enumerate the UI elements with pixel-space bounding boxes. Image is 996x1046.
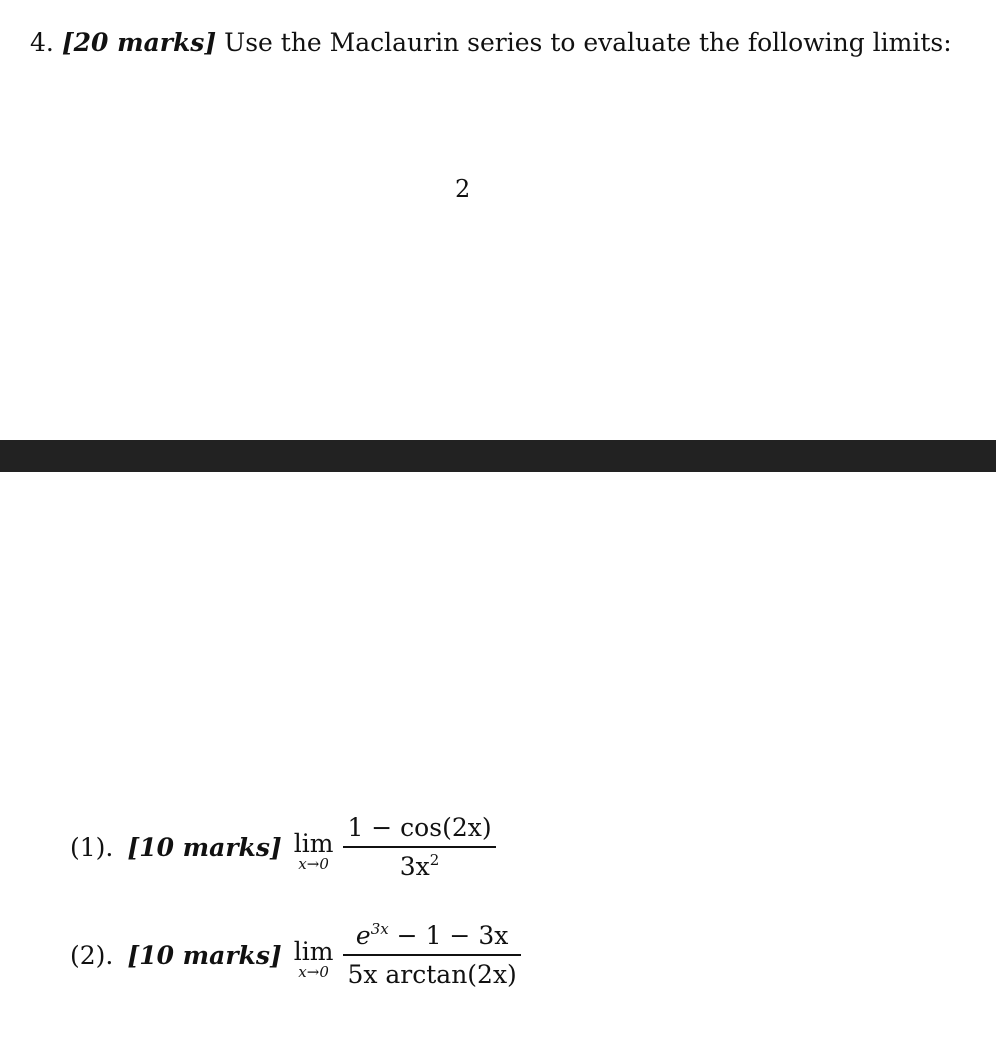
numerator-rest: − 1 − 3x [388, 921, 509, 950]
limit-subscript: x→0 [298, 963, 329, 982]
fraction-bar [343, 846, 495, 848]
numerator [352, 920, 512, 951]
numerator: 1 − cos(2x) [347, 813, 492, 842]
page-number: 2 [455, 175, 471, 203]
fraction [343, 812, 495, 882]
subquestion-2 [70, 920, 521, 990]
numerator-base: e [355, 921, 371, 950]
page-top [0, 0, 996, 440]
limit-subscript: x→0 [298, 855, 329, 874]
denominator-base: 3x [399, 851, 430, 881]
denominator [396, 851, 444, 882]
page-divider [0, 440, 996, 472]
subquestion-number: (1). [70, 832, 114, 862]
question-header [30, 28, 952, 57]
limit-word: lim [293, 936, 334, 966]
denominator: 5x arctan(2x) [347, 959, 517, 989]
subquestion-marks: [10 marks] [127, 940, 282, 970]
subquestion-number: (2). [70, 940, 114, 970]
limit-word: lim [293, 828, 334, 858]
fraction-bar [343, 954, 520, 956]
limit-operator [294, 830, 334, 873]
subquestion-marks: [10 marks] [127, 832, 282, 862]
question-marks: [20 marks] [61, 28, 217, 57]
numerator-exponent: 3x [370, 920, 389, 938]
limit-operator [294, 938, 334, 981]
page-bottom [0, 472, 996, 1046]
fraction [343, 920, 520, 990]
question-number: 4. [30, 28, 54, 57]
subquestion-1 [70, 812, 496, 882]
denominator-exponent: 2 [429, 850, 440, 869]
question-text: Use the Maclaurin series to evaluate the following limits: [224, 28, 952, 57]
